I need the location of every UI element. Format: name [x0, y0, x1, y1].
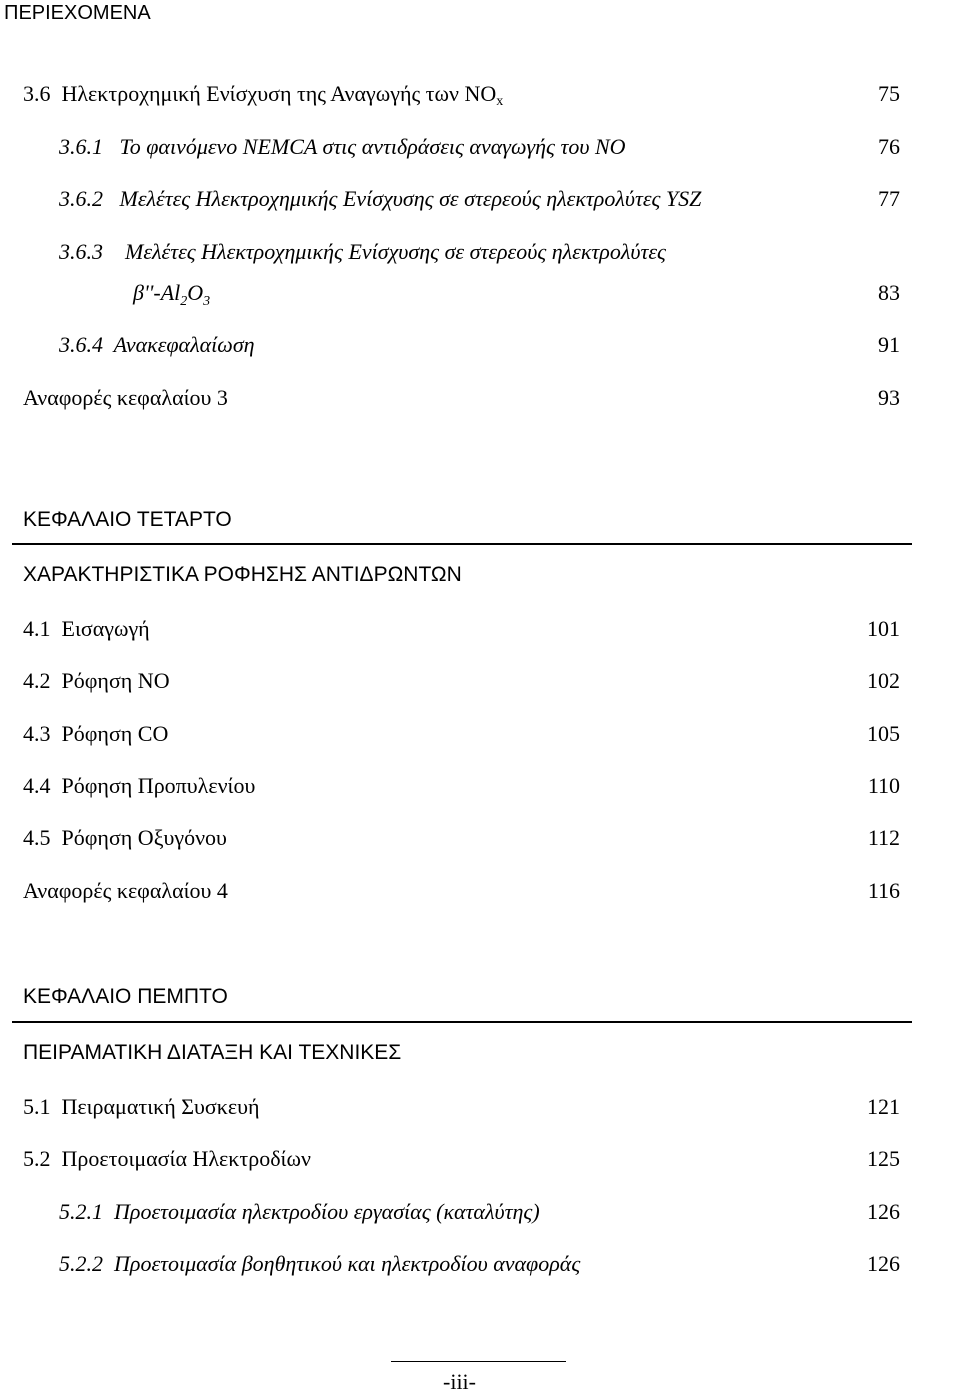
toc-entry-4-2[interactable]: 4.2 Ρόφηση NO	[23, 668, 170, 693]
chapter-5-divider	[12, 1021, 912, 1023]
toc-entry-subscript: x	[496, 94, 504, 109]
toc-entry-page: 75	[878, 81, 900, 106]
toc-entry-4-4[interactable]: 4.4 Ρόφηση Προπυλενίου	[23, 773, 256, 798]
toc-entry-title: Το φαινόμενο NEMCA στις αντιδράσεις αναγωγής του NO	[119, 134, 626, 159]
page-number: -iii-	[443, 1369, 476, 1394]
toc-entry-number: 3.6.1	[59, 134, 103, 159]
toc-entry-5-2[interactable]: 5.2 Προετοιμασία Ηλεκτροδίων	[23, 1146, 311, 1171]
toc-entry-page: 93	[878, 385, 900, 410]
footer-divider	[391, 1361, 566, 1362]
toc-entry-page: 102	[867, 668, 900, 693]
toc-entry-page: 121	[867, 1094, 900, 1119]
toc-entry-4-5[interactable]: 4.5 Ρόφηση Οξυγόνου	[23, 825, 227, 850]
toc-entry-number: 3.6.3	[59, 239, 103, 264]
toc-entry-page: 110	[867, 773, 900, 798]
toc-entry-4-1[interactable]: 4.1 Εισαγωγή	[23, 616, 150, 641]
toc-entry-page: 125	[867, 1146, 900, 1171]
toc-entry-refs-3[interactable]: Αναφορές κεφαλαίου 3	[23, 385, 228, 410]
toc-entry-page: 101	[867, 616, 900, 641]
toc-entry-page: 116	[867, 878, 900, 903]
toc-entry-3-6[interactable]	[23, 81, 503, 115]
toc-entry-5-1[interactable]: 5.1 Πειραματική Συσκευή	[23, 1094, 260, 1119]
toc-entry-page: 112	[867, 825, 900, 850]
toc-entry-page: 91	[878, 332, 900, 357]
toc-entry-3-6-3[interactable]	[59, 239, 666, 265]
toc-entry-title: Ηλεκτροχημική Ενίσχυση της Αναγωγής των NO	[61, 81, 497, 106]
chapter-4-label: ΚΕΦΑΛΑΙΟ ΤΕΤΑΡΤΟ	[23, 508, 232, 531]
page-header: ΠΕΡΙΕΧΟΜΕΝΑ	[4, 2, 151, 24]
toc-entry-3-6-1[interactable]	[59, 134, 626, 160]
toc-entry-page: 105	[867, 721, 900, 746]
toc-entry-page: 126	[867, 1199, 900, 1224]
toc-entry-refs-4[interactable]: Αναφορές κεφαλαίου 4	[23, 878, 228, 903]
toc-entry-page: 77	[878, 186, 900, 211]
chapter-5-label: ΚΕΦΑΛΑΙΟ ΠΕΜΠΤΟ	[23, 985, 228, 1008]
toc-entry-5-2-1[interactable]: 5.2.1 Προετοιμασία ηλεκτροδίου εργασίας (καταλύτης)	[59, 1199, 540, 1224]
toc-entry-title: Ανακεφαλαίωση	[113, 332, 255, 357]
chapter-4-title: ΧΑΡΑΚΤΗΡΙΣΤΙΚΑ ΡΟΦΗΣΗΣ ΑΝΤΙΔΡΩΝΤΩΝ	[23, 563, 462, 586]
toc-entry-5-2-2[interactable]: 5.2.2 Προετοιμασία βοηθητικού και ηλεκτροδίου αναφοράς	[59, 1251, 581, 1276]
toc-entry-number: 3.6	[23, 81, 51, 106]
toc-entry-3-6-2[interactable]	[59, 186, 701, 212]
toc-entry-3-6-3-continuation: $\beta''-Al_2O_3$	[133, 280, 211, 309]
toc-entry-number: 3.6.2	[59, 186, 103, 211]
toc-entry-title: Μελέτες Ηλεκτροχημικής Ενίσχυσης σε στερεούς ηλεκτρολύτες	[125, 239, 666, 264]
chapter-4-divider	[12, 543, 912, 545]
toc-entry-3-6-4[interactable]	[59, 332, 255, 358]
toc-entry-number: 3.6.4	[59, 332, 103, 357]
chapter-5-title: ΠΕΙΡΑΜΑΤΙΚΗ ΔΙΑΤΑΞΗ ΚΑΙ ΤΕΧΝΙΚΕΣ	[23, 1041, 402, 1064]
toc-entry-page: 126	[867, 1251, 900, 1276]
toc-entry-page: 76	[878, 134, 900, 159]
toc-entry-4-3[interactable]: 4.3 Ρόφηση CO	[23, 721, 169, 746]
toc-entry-page: 83	[878, 280, 900, 305]
toc-entry-title: Μελέτες Ηλεκτροχημικής Ενίσχυσης σε στερεούς ηλεκτρολύτες YSZ	[119, 186, 702, 211]
